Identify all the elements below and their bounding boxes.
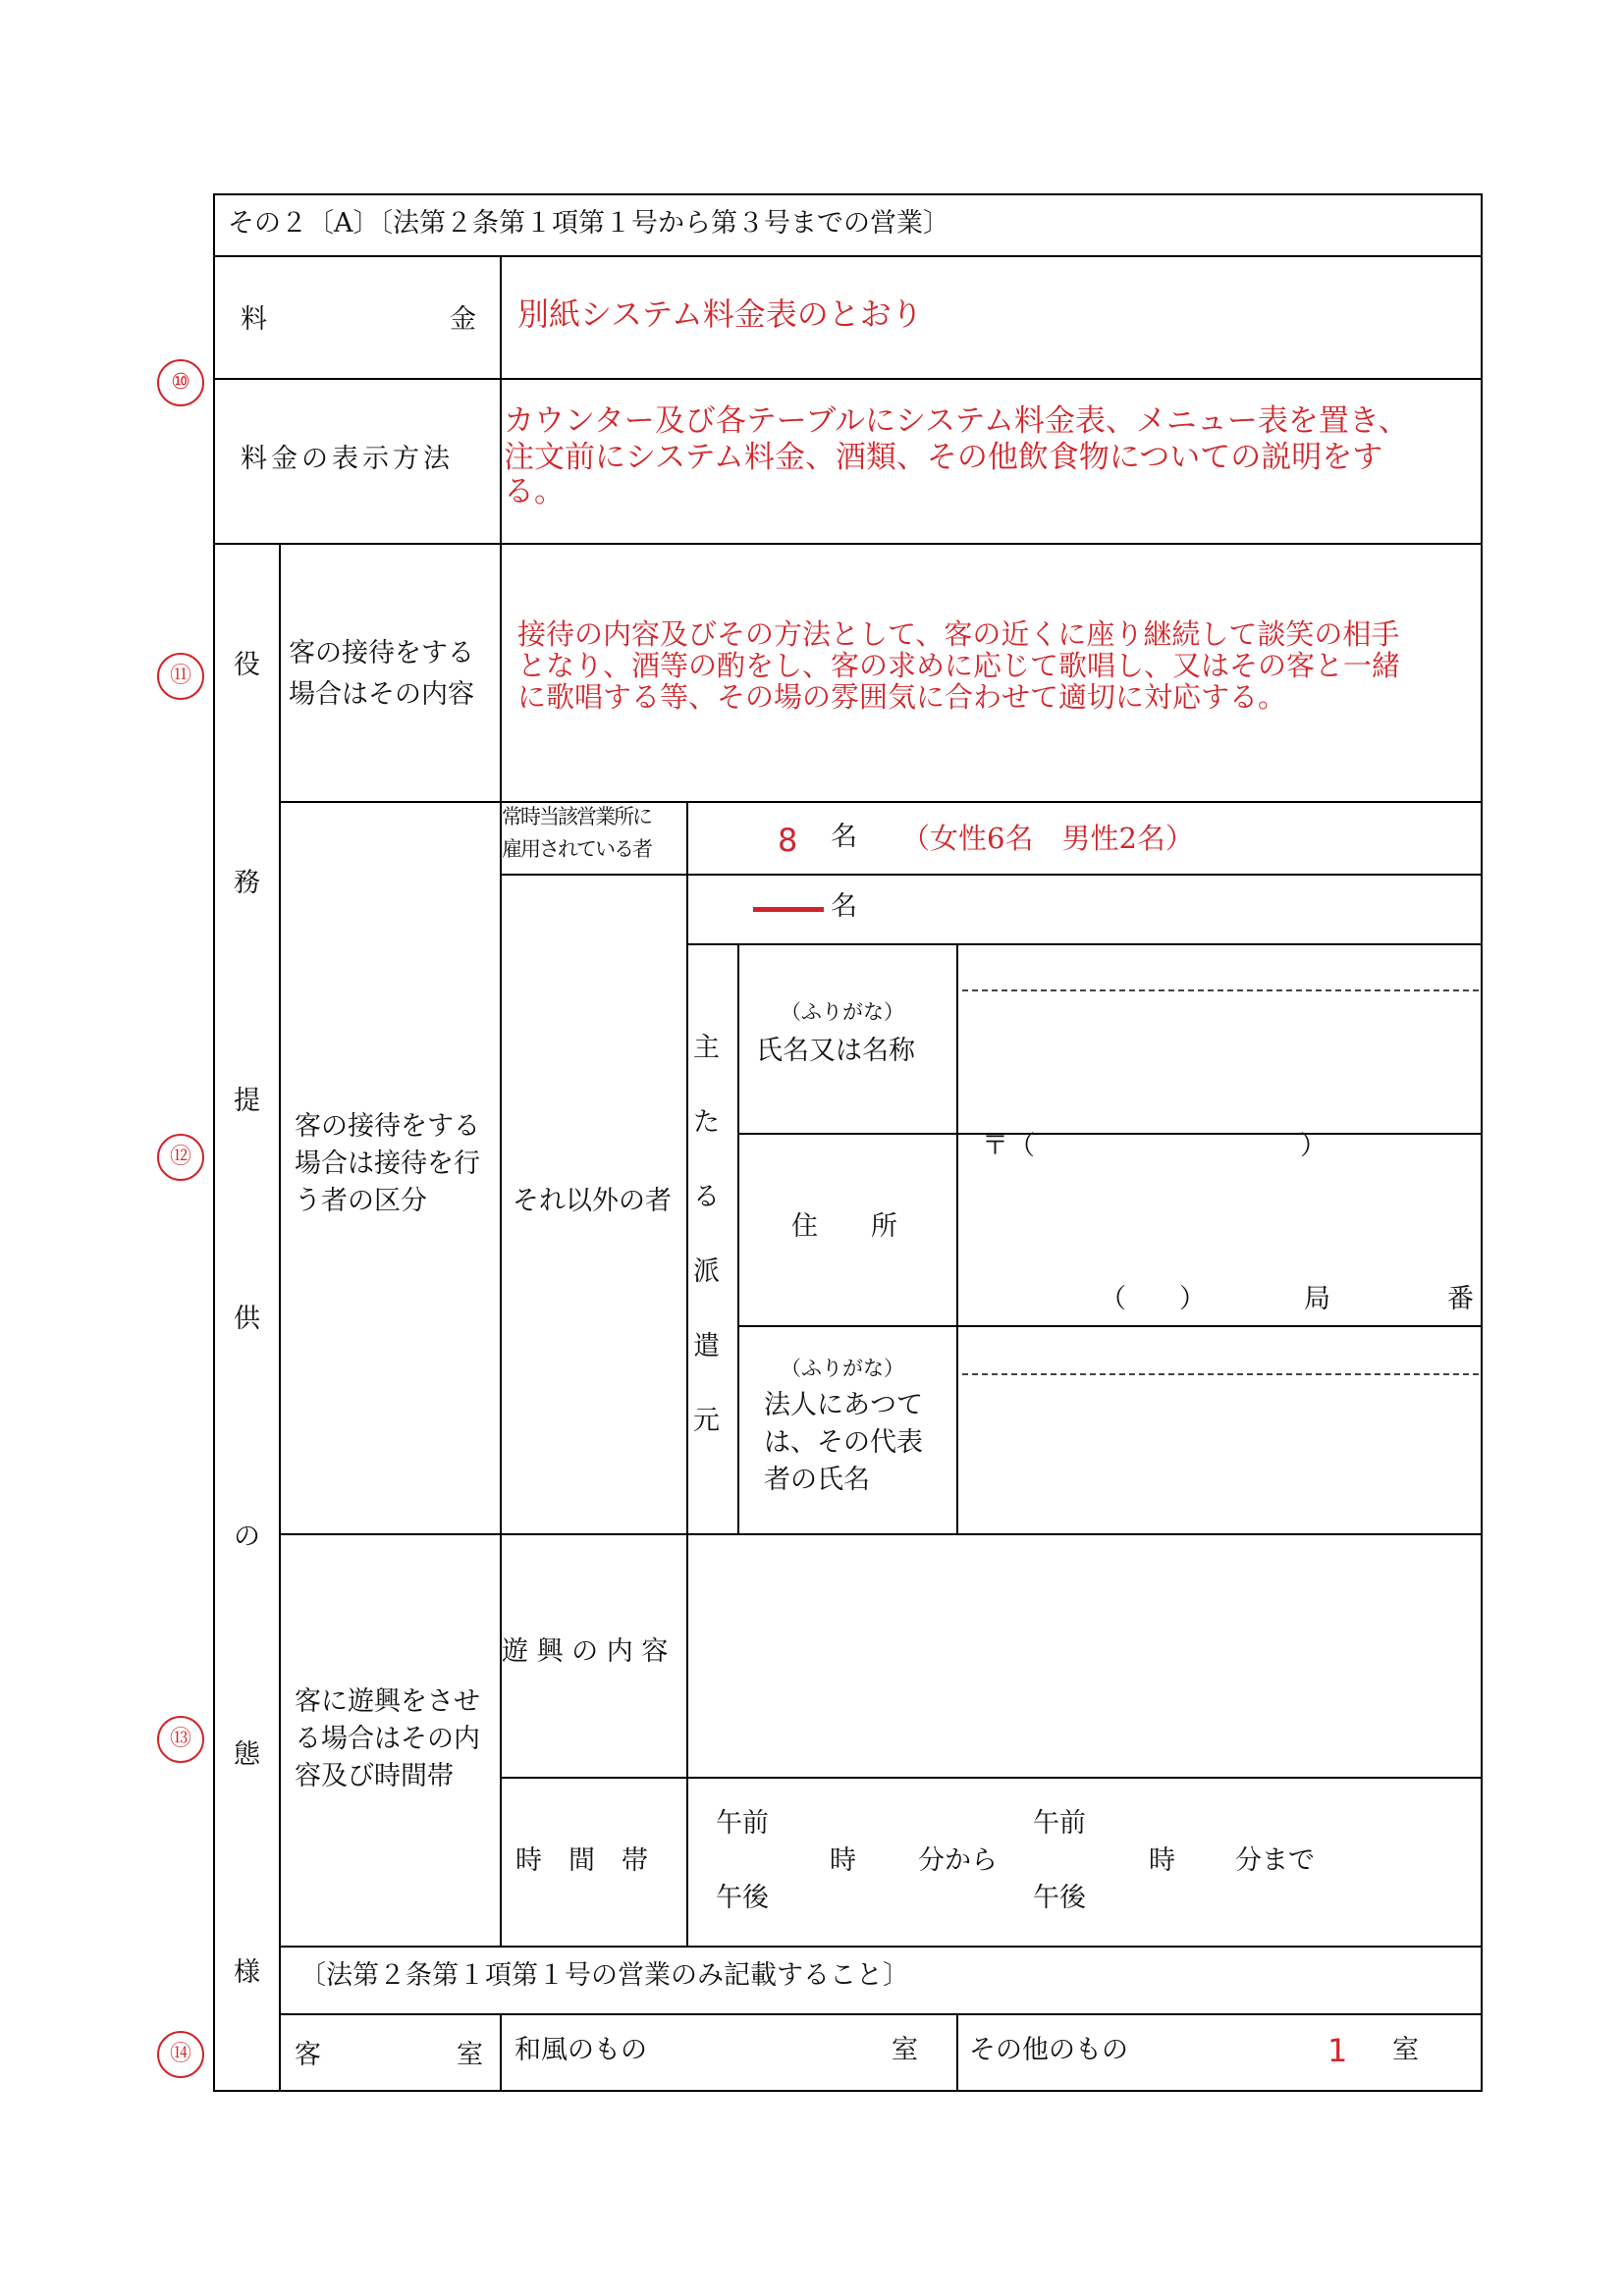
service-label-char-1: 役 — [234, 650, 260, 680]
others-label: それ以外の者 — [513, 1186, 672, 1216]
staff-category-label-1: 客の接待をする — [295, 1111, 480, 1142]
until-am: 午前 — [1033, 1808, 1086, 1839]
amusement-label-3: 容及び時間帯 — [295, 1761, 454, 1791]
address-label: 住 所 — [791, 1211, 897, 1242]
fee-display-label: 料金の表示方法 — [241, 444, 454, 474]
employed-count: 8 — [778, 822, 798, 859]
from-am: 午前 — [716, 1808, 769, 1839]
name-furigana-line — [962, 989, 1479, 991]
name-label: 氏名又は名称 — [756, 1036, 915, 1066]
service-label-char-7: 様 — [234, 1957, 260, 1988]
fee-label-char-1: 料 — [241, 304, 267, 335]
until-minute: 分まで — [1235, 1845, 1315, 1876]
others-unit: 名 — [831, 891, 857, 922]
staff-category-label-3: う者の区分 — [295, 1186, 427, 1216]
dispatch-char-4: 派 — [693, 1256, 720, 1287]
time-label: 時 間 帯 — [515, 1845, 648, 1876]
marker-14: ⑭ — [157, 2031, 204, 2078]
rep-furigana: （ふりがな） — [781, 1357, 904, 1380]
amusement-label-1: 客に遊興をさせ — [295, 1686, 480, 1717]
marker-12: ⑫ — [157, 1134, 204, 1181]
fee-display-line-3: る。 — [504, 474, 565, 509]
from-hour: 時 — [830, 1845, 856, 1876]
other-rooms-unit: 室 — [1392, 2035, 1419, 2065]
japanese-rooms-label: 和風のもの — [514, 2035, 647, 2065]
service-label-char-2: 務 — [234, 868, 260, 898]
entertain-content-line-2: となり、酒等の酌をし、客の求めに応じて歌唱し、又はその客と一緒 — [517, 649, 1401, 682]
fee-value: 別紙システム料金表のとおり — [517, 295, 923, 333]
employed-unit: 名 — [831, 822, 857, 852]
japanese-rooms-unit: 室 — [892, 2035, 918, 2065]
fee-display-line-1: カウンター及び各テーブルにシステム料金表、メニュー表を置き、 — [504, 403, 1409, 439]
staff-category-label-2: 場合は接待を行 — [295, 1148, 480, 1179]
amusement-label-2: る場合はその内 — [295, 1724, 480, 1754]
service-label-char-4: 供 — [234, 1304, 260, 1334]
name-furigana: （ふりがな） — [781, 1000, 904, 1024]
dispatch-char-6: 元 — [693, 1406, 720, 1436]
phone-ban: 番 — [1447, 1284, 1474, 1314]
rep-furigana-line — [962, 1373, 1479, 1375]
other-rooms-label: その他のもの — [969, 2035, 1128, 2065]
form-header: その２〔A〕〔法第２条第１項第１号から第３号までの営業〕 — [228, 208, 949, 239]
phone-paren: （ ） — [1100, 1284, 1206, 1314]
rep-label-2: は、その代表 — [764, 1427, 923, 1458]
from-minute: 分から — [918, 1845, 998, 1876]
other-rooms-count: 1 — [1327, 2032, 1348, 2069]
rooms-label — [295, 2033, 483, 2071]
service-label-char-5: の — [234, 1522, 260, 1552]
rooms-label-char-2: 室 — [457, 2040, 483, 2070]
from-pm: 午後 — [716, 1883, 769, 1913]
rooms-note: 〔法第２条第１項第１号の営業のみ記載すること〕 — [299, 1960, 909, 1991]
entertain-content-line-1: 接待の内容及びその方法として、客の近くに座り継続して談笑の相手 — [517, 617, 1400, 651]
dispatch-char-1: 主 — [693, 1033, 720, 1063]
dispatch-char-3: る — [693, 1182, 720, 1212]
until-pm: 午後 — [1033, 1883, 1086, 1913]
until-hour: 時 — [1149, 1845, 1175, 1876]
amusement-content-label: 遊 興 の 内 容 — [502, 1636, 669, 1667]
service-label-char-6: 態 — [234, 1739, 260, 1770]
employed-label-2: 雇用されている者 — [502, 837, 651, 861]
phone-kyoku: 局 — [1304, 1284, 1330, 1314]
postal-code: 〒（ ） — [982, 1131, 1326, 1161]
dispatch-char-2: た — [693, 1107, 720, 1138]
rooms-label-char-1: 客 — [295, 2040, 321, 2070]
marker-13: ⑬ — [157, 1716, 204, 1763]
fee-label — [241, 297, 476, 336]
marker-10: ⑩ — [157, 359, 204, 406]
fee-label-char-2: 金 — [450, 304, 476, 335]
rep-label-3: 者の氏名 — [764, 1465, 870, 1495]
others-count-dash — [753, 907, 824, 912]
service-label-char-3: 提 — [234, 1086, 260, 1116]
marker-11: ⑪ — [157, 653, 204, 700]
entertain-content-line-3: に歌唱する等、その場の雰囲気に合わせて適切に対応する。 — [517, 680, 1287, 714]
employed-label-1: 常時当該営業所に — [502, 805, 651, 828]
entertain-content-label-1: 客の接待をする — [289, 638, 474, 668]
entertain-content-label-2: 場合はその内容 — [289, 679, 474, 710]
rep-label-1: 法人にあつて — [764, 1390, 923, 1420]
fee-display-line-2: 注文前にシステム料金、酒類、その他飲食物についての説明をす — [504, 440, 1383, 475]
dispatch-char-5: 遣 — [693, 1331, 720, 1362]
employed-breakdown: （女性6名 男性2名） — [901, 822, 1194, 855]
